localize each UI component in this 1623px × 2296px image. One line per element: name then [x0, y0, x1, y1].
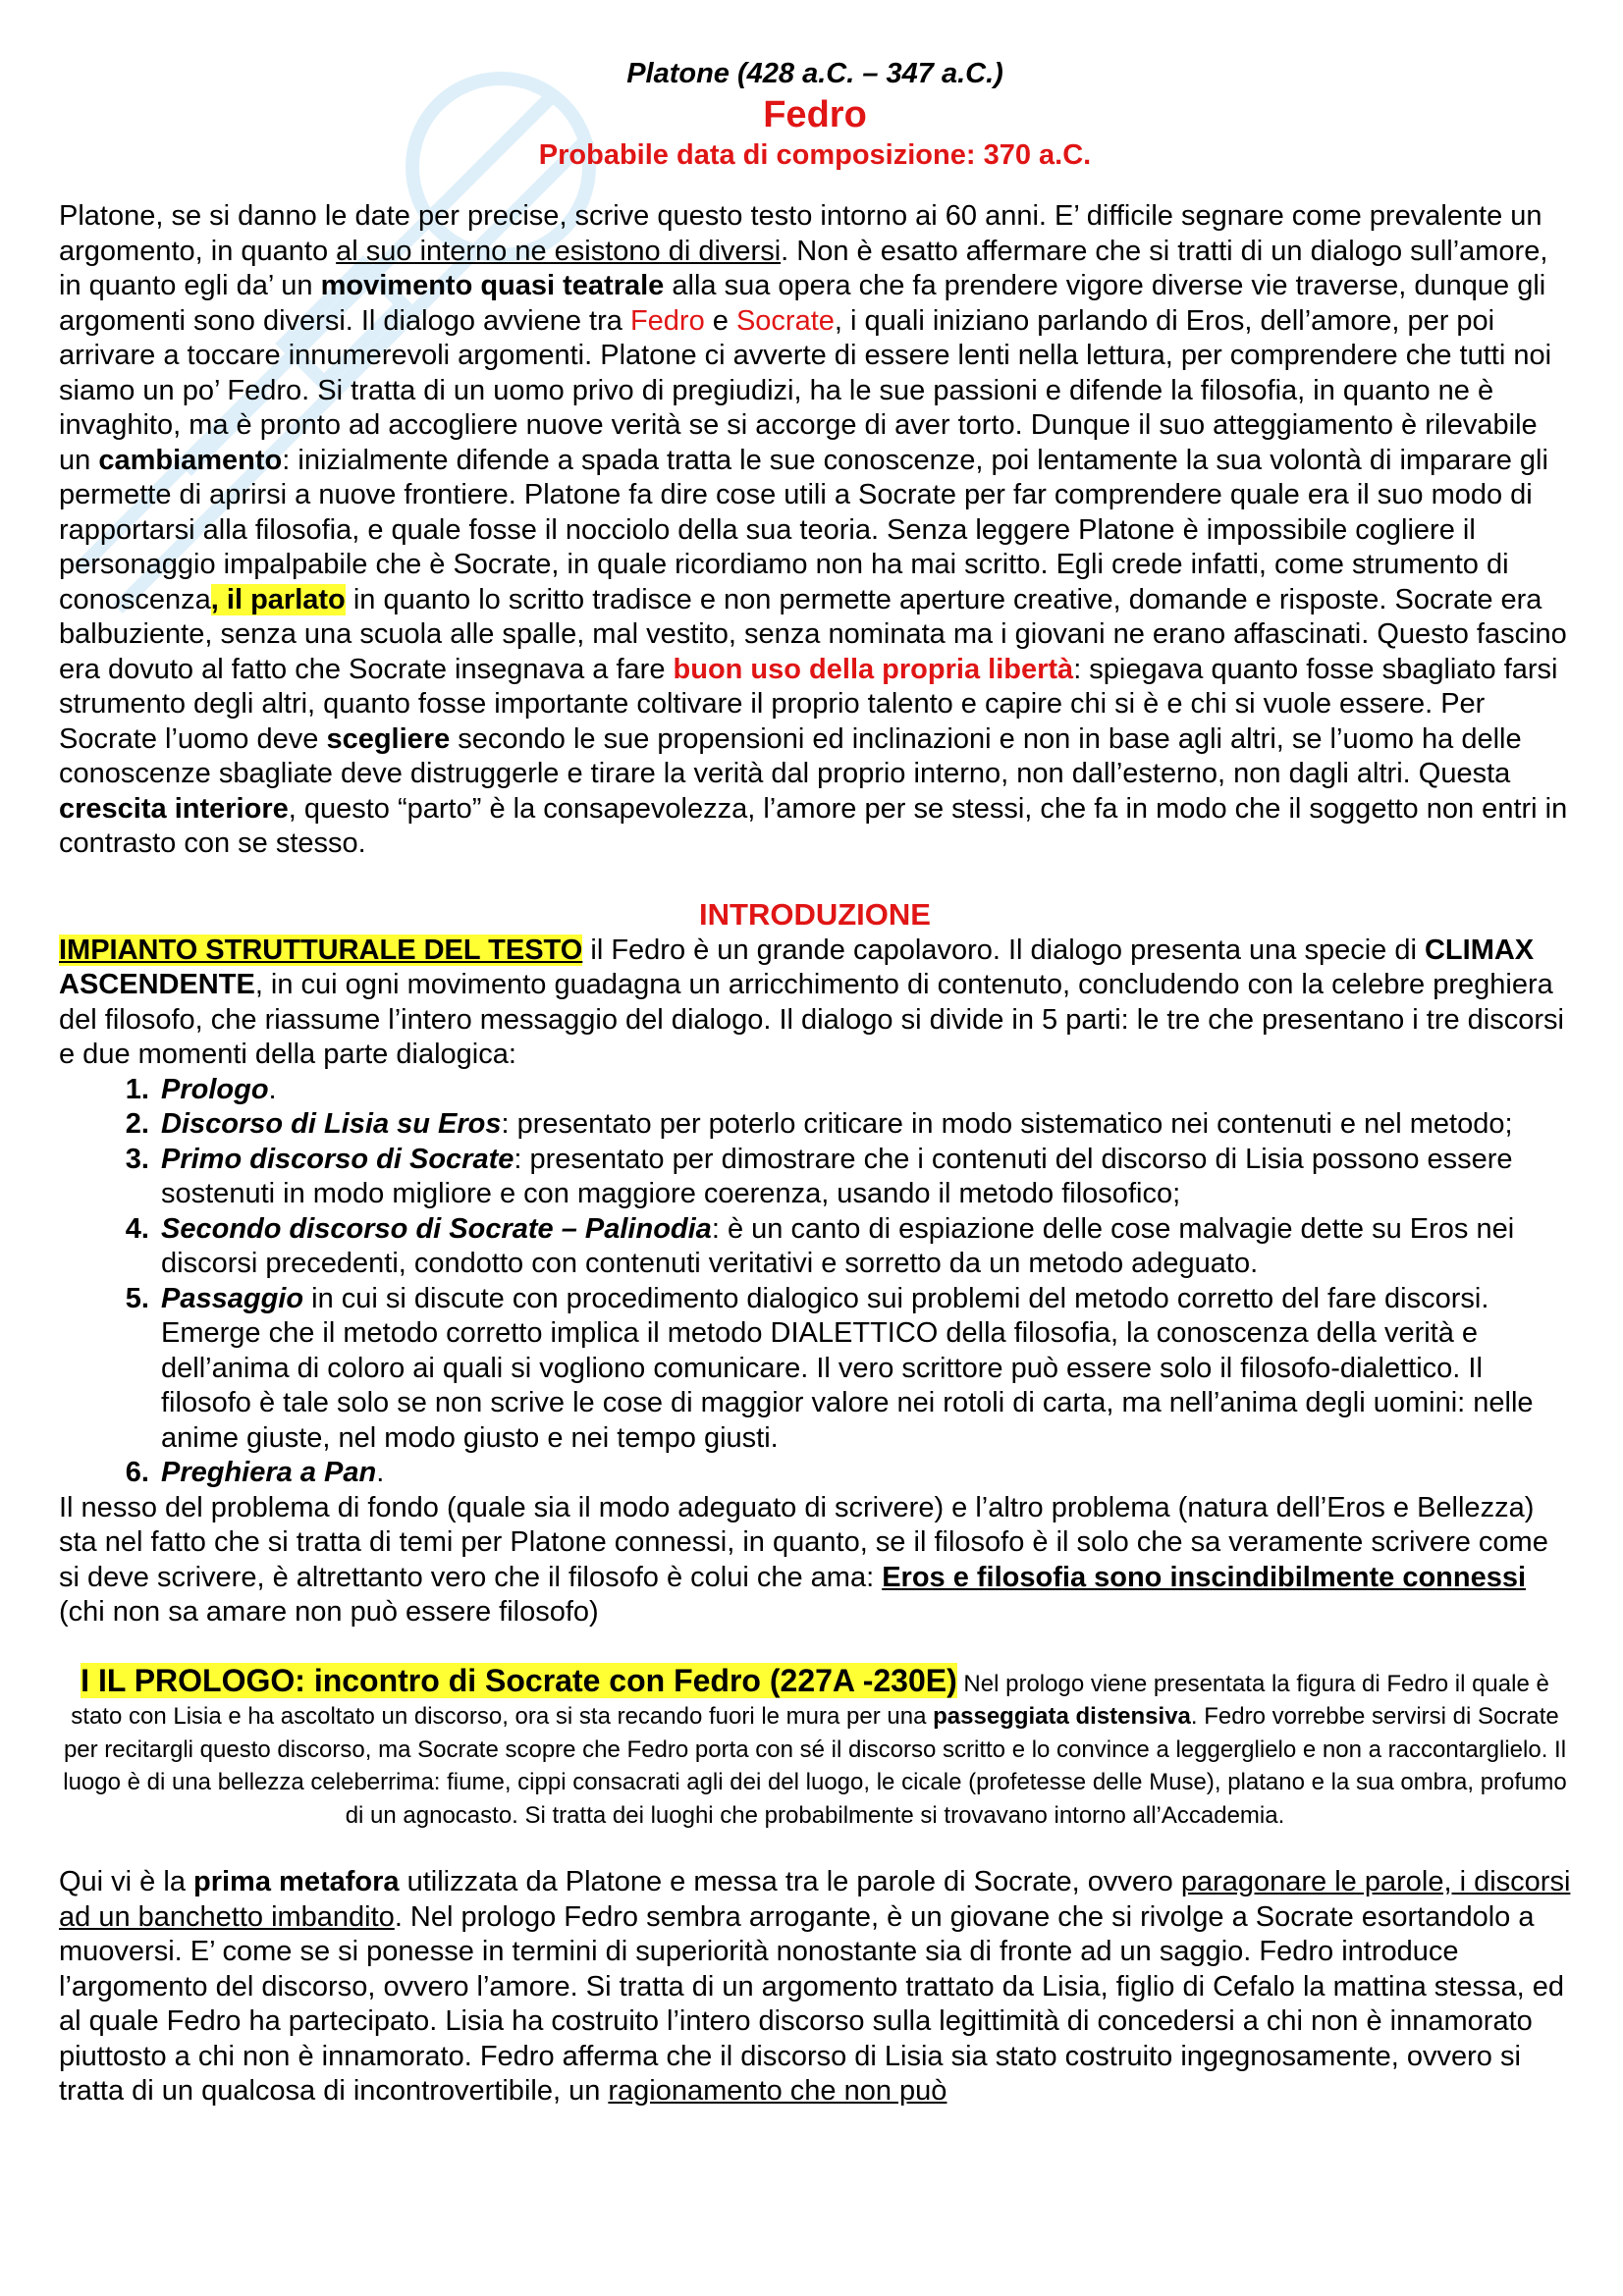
list-item: 5. Passaggio in cui si discute con procedimento dialogico sui problemi del metodo corretto del fare discorsi. Emerge che il metodo corretto implica il metodo DIALETTICO della filosofia, la conoscenza della verità e dell’anima di coloro ai quali si vogliono comunicare. Il vero scrittore può essere solo il filosofo-dialettico. Il filosofo è tale solo se non scrive le cose di maggior valore nei rotoli di carta, ma nell’anima degli uomini: nelle anime giuste, nel modo giusto e nei tempo giusti.: [157, 1282, 1571, 1457]
prologo-heading: I IL PROLOGO: incontro di Socrate con Fedro (227A -230E): [81, 1662, 957, 1698]
introduzione-paragraph: IMPIANTO STRUTTURALE DEL TESTO il Fedro è un grande capolavoro. Il dialogo presenta una specie di CLIMAX ASCENDENTE, in cui ogni movimento guadagna un arricchimento di contenuto, concludendo con la celebre preghiera del filosofo, che riassume l’intero messaggio del dialogo. Il dialogo si divide in 5 parti: le tre che presentano i tre discorsi e due momenti della parte dialogica:: [59, 934, 1564, 1070]
list-item: 1. Prologo.: [157, 1073, 1571, 1108]
list-item: 6. Preghiera a Pan.: [157, 1456, 1571, 1491]
nesso-paragraph: Il nesso del problema di fondo (quale sia il modo adeguato di scrivere) e l’altro problema (natura dell’Eros e Bellezza) sta nel fatto che si tratta di temi per Platone connessi, in quanto, se il filosofo è il solo che sa veramente scrivere come si deve scrivere, è altrettanto vero che il filosofo è colui che ama: Eros e filosofia sono inscindibilmente connessi (chi non sa amare non può essere filosofo): [59, 1491, 1548, 1628]
section-heading-introduzione: INTRODUZIONE: [699, 896, 931, 932]
document-content: [59, 54, 1571, 2109]
list-item: 3. Primo discorso di Socrate: presentato per dimostrare che i contenuti del discorso di Lisia possono essere sostenuti in modo migliore e con maggiore coerenza, usando il metodo filosofico;: [157, 1143, 1571, 1212]
list-item: 4. Secondo discorso di Socrate – Palinodia: è un canto di espiazione delle cose malvagie dette su Eros nei discorsi precedenti, condotto con contenuti veritativi e sorretto da un metodo adeguato.: [157, 1212, 1571, 1282]
intro-paragraph: Platone, se si danno le date per precise, scrive questo testo intorno ai 60 anni. E’ difficile segnare come prevalente un argomento, in quanto al suo interno ne esistono di diversi. Non è esatto affermare che si tratti di un dialogo sull’amore, in quanto egli da’ un movimento quasi teatrale alla sua opera che fa prendere vigore diverse vie traverse, dunque gli argomenti sono diversi. Il dialogo avviene tra Fedro e Socrate, i quali iniziano parlando di Eros, dell’amore, per poi arrivare a toccare innumerevoli argomenti. Platone ci avverte di essere lenti nella lettura, per comprendere che tutti noi siamo un po’ Fedro. Si tratta di un uomo privo di pregiudizi, ha le sue passioni e difende la filosofia, in quanto ne è invaghito, ma è pronto ad accogliere nuove verità se si accorge di aver torto. Dunque il suo atteggiamento è rilevabile un cambiamento: inizialmente difende a spada tratta le sue conoscenze, poi lentamente la sua volontà di imparare gli permette di aprirsi a nuove frontiere. Platone fa dire cose utili a Socrate per far comprendere quale era il suo modo di rapportarsi alla filosofia, e quale fosse il nocciolo della sua teoria. Senza leggere Platone è impossibile cogliere il personaggio impalpabile che è Socrate, in quale ricordiamo non ha mai scritto. Egli crede infatti, come strumento di conoscenza, il parlato in quanto lo scritto tradisce e non permette aperture creative, domande e risposte. Socrate era balbuziente, senza una scuola alle spalle, mal vestito, senza nominata ma i giovani ne erano affascinati. Questo fascino era dovuto al fatto che Socrate insegnava a fare buon uso della propria libertà: spiegava quanto fosse sbagliato farsi strumento degli altri, quanto fosse importante coltivare il proprio talento e capire chi si è e chi si vuole essere. Per Socrate l’uomo deve scegliere secondo le sue propensioni ed inclinazioni e non in base agli altri, se l’uomo ha delle conoscenze sbagliate deve distruggerle e tirare la verità dal proprio interno, non dall’esterno, non dagli altri. Questa crescita interiore, questo “parto” è la consapevolezza, l’amore per se stessi, che fa in modo che il soggetto non entri in contrasto con se stesso.: [59, 200, 1568, 859]
list-item: 2. Discorso di Lisia su Eros: presentato per poterlo criticare in modo sistematico nei contenuti e nel metodo;: [157, 1107, 1571, 1143]
document-title: Fedro: [763, 94, 867, 135]
prologo-paragraph: I IL PROLOGO: incontro di Socrate con Fedro (227A -230E) Nel prologo viene presentata la figura di Fedro il quale è stato con Lisia e ha ascoltato un discorso, ora si sta recando fuori le mura per una passeggiata distensiva. Fedro vorrebbe servirsi di Socrate per recitargli questo discorso, ma Socrate scopre che Fedro porta con sé il discorso scritto e lo convince a leggerglielo e non a raccontarglielo. Il luogo è di una bellezza celeberrima: fiume, cippi consacrati agli dei del luogo, le cicale (profetesse delle Muse), platano e la sua ombra, profumo di un agnocasto. Si tratta dei luoghi che probabilmente si trovavano intorno all’Accademia.: [63, 1662, 1567, 1829]
composition-date: Probabile data di composizione: 370 a.C.: [538, 139, 1092, 171]
final-paragraph: Qui vi è la prima metafora utilizzata da Platone e messa tra le parole di Socrate, ovvero paragonare le parole, i discorsi ad un banchetto imbandito. Nel prologo Fedro sembra arrogante, è un giovane che si rivolge a Socrate esortandolo a muoversi. E’ come se si ponesse in termini di superiorità nonostante sia di fronte ad un saggio. Fedro introduce l’argomento del discorso, ovvero l’amore. Si tratta di un argomento trattato da Lisia, figlio di Cefalo la mattina stessa, ed al quale Fedro ha partecipato. Lisia ha costruito l’intero discorso sulla legittimità di concedersi a chi non è innamorato piuttosto a chi non è innamorato. Fedro afferma che il discorso di Lisia sia stato costruito ingegnosamente, ovvero si tratta di un qualcosa di incontrovertibile, un ragionamento che non può: [59, 1866, 1571, 2107]
author-line: Platone (428 a.C. – 347 a.C.): [626, 58, 1003, 89]
dialogue-parts-list: [59, 1073, 1571, 1491]
